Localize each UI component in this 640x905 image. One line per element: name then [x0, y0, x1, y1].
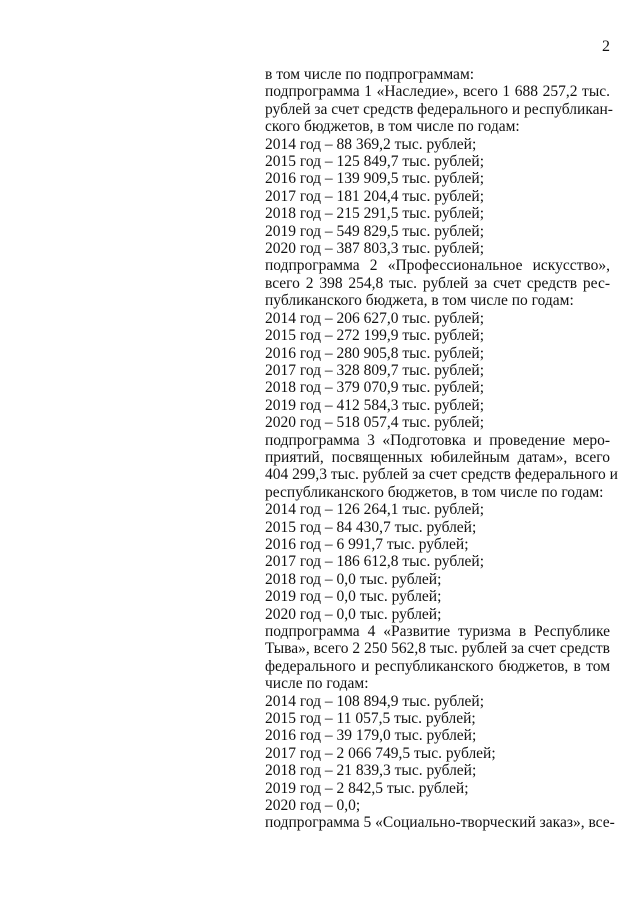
text-line: 2014 год – 206 627,0 тыс. рублей;	[265, 309, 485, 327]
text-line: публиканского бюджета, в том числе по годам:	[265, 292, 574, 310]
text-line: приятий, посвященных юбилейным датам», всего	[265, 448, 610, 466]
text-line: 2018 год – 0,0 тыс. рублей;	[265, 570, 442, 588]
text-line: 2019 год – 549 829,5 тыс. рублей;	[265, 222, 485, 240]
text-line: подпрограмма 5 «Социально-творческий заказ», все-	[265, 814, 615, 832]
text-line: 2020 год – 0,0 тыс. рублей;	[265, 605, 442, 623]
text-line: 2016 год – 280 905,8 тыс. рублей;	[265, 344, 485, 362]
text-line: 2015 год – 125 849,7 тыс. рублей;	[265, 153, 485, 171]
text-line: подпрограмма 1 «Наследие», всего 1 688 257,2 тыс.	[265, 83, 610, 101]
text-line: 2017 год – 2 066 749,5 тыс. рублей;	[265, 744, 496, 762]
text-line: подпрограмма 4 «Развитие туризма в Республике	[265, 623, 610, 640]
document-body	[265, 66, 618, 832]
text-line: 2015 год – 11 057,5 тыс. рублей;	[265, 710, 476, 728]
text-line: 2019 год – 2 842,5 тыс. рублей;	[265, 779, 469, 797]
text-line: 2016 год – 139 909,5 тыс. рублей;	[265, 170, 485, 188]
text-line: 2019 год – 0,0 тыс. рублей;	[265, 588, 442, 606]
text-line: Тыва», всего 2 250 562,8 тыс. рублей за счет средств	[265, 640, 611, 658]
text-line: ского бюджетов, в том числе по годам:	[265, 118, 520, 136]
text-line: 2019 год – 412 584,3 тыс. рублей;	[265, 396, 485, 414]
text-line: в том числе по подпрограммам:	[265, 66, 475, 83]
text-line: 2020 год – 518 057,4 тыс. рублей;	[265, 414, 485, 432]
text-line: числе по годам:	[265, 675, 369, 693]
text-line: 2016 год – 6 991,7 тыс. рублей;	[265, 535, 469, 553]
text-line: 2017 год – 186 612,8 тыс. рублей;	[265, 553, 485, 571]
text-line: 2020 год – 387 803,3 тыс. рублей;	[265, 240, 485, 258]
text-line: 2020 год – 0,0;	[265, 797, 361, 815]
text-line: всего 2 398 254,8 тыс. рублей за счет средств рес-	[265, 274, 610, 292]
text-line: подпрограмма 2 «Профессиональное искусство»,	[265, 257, 610, 275]
text-line: 2014 год – 126 264,1 тыс. рублей;	[265, 501, 485, 519]
text-line: 2014 год – 108 894,9 тыс. рублей;	[265, 692, 485, 710]
text-line: 2015 год – 272 199,9 тыс. рублей;	[265, 327, 485, 345]
text-line: подпрограмма 3 «Подготовка и проведение меро-	[265, 431, 610, 449]
text-line: 2016 год – 39 179,0 тыс. рублей;	[265, 727, 477, 745]
text-line: 2015 год – 84 430,7 тыс. рублей;	[265, 518, 477, 536]
text-line: федерального и республиканского бюджетов, в том	[265, 657, 610, 675]
text-line: 404 299,3 тыс. рублей за счет средств федерального и	[265, 466, 618, 484]
text-line: 2014 год – 88 369,2 тыс. рублей;	[265, 135, 477, 153]
text-line: 2017 год – 181 204,4 тыс. рублей;	[265, 187, 485, 205]
text-line: 2018 год – 21 839,3 тыс. рублей;	[265, 762, 477, 780]
text-line: республиканского бюджетов, в том числе по годам:	[265, 483, 604, 501]
text-line: 2017 год – 328 809,7 тыс. рублей;	[265, 361, 485, 379]
text-line: рублей за счет средств федерального и республикан-	[265, 100, 613, 118]
text-line: 2018 год – 379 070,9 тыс. рублей;	[265, 379, 485, 397]
page-number: 2	[602, 38, 610, 55]
text-line: 2018 год – 215 291,5 тыс. рублей;	[265, 205, 485, 223]
